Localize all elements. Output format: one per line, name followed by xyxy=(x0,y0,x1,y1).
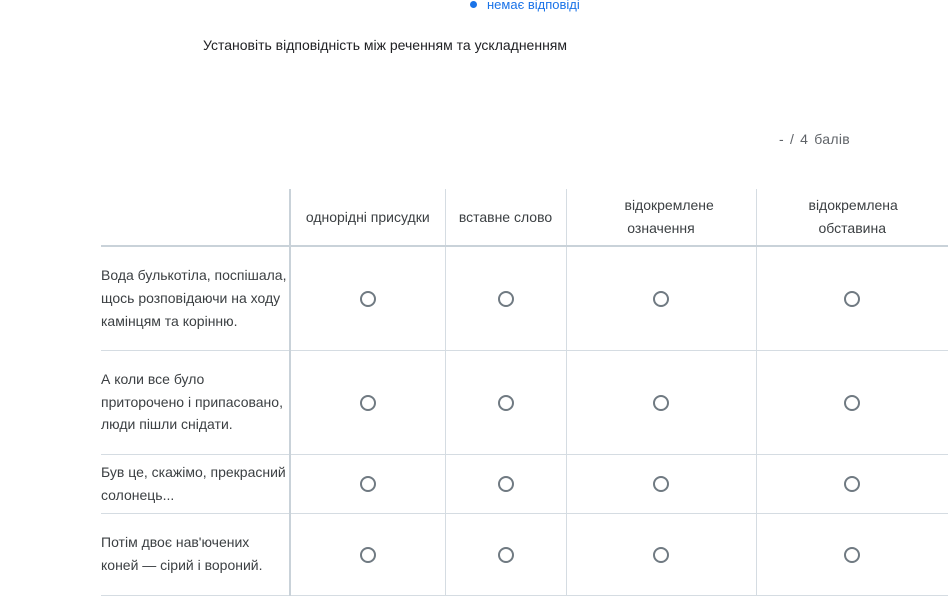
column-header: однорідні присудки xyxy=(290,189,445,246)
radio-button[interactable] xyxy=(360,395,376,411)
column-header: вставне слово xyxy=(445,189,566,246)
radio-cell xyxy=(445,454,566,513)
radio-button[interactable] xyxy=(844,291,860,307)
radio-button[interactable] xyxy=(498,547,514,563)
radio-cell xyxy=(290,513,445,595)
grid-row xyxy=(101,513,948,595)
row-label: Потім двоє нав'ючених коней — сірий і вороний. xyxy=(101,513,290,595)
score-indicator xyxy=(779,131,850,147)
score-separator: / xyxy=(789,131,795,147)
radio-cell xyxy=(290,350,445,454)
radio-cell xyxy=(756,454,948,513)
radio-button[interactable] xyxy=(498,291,514,307)
radio-cell xyxy=(566,350,756,454)
score-max: 4 xyxy=(800,131,809,147)
radio-button[interactable] xyxy=(360,291,376,307)
radio-button[interactable] xyxy=(844,476,860,492)
row-label: Вода булькотіла, поспішала, щось розповідаючи на ходу камінцям та корінню. xyxy=(101,246,290,350)
grid-header-row xyxy=(101,189,948,246)
radio-button[interactable] xyxy=(360,547,376,563)
legend-no-answer xyxy=(470,0,580,12)
grid-row xyxy=(101,454,948,513)
radio-cell xyxy=(445,350,566,454)
radio-cell xyxy=(566,246,756,350)
radio-button[interactable] xyxy=(653,395,669,411)
column-header: відокремлена обставина xyxy=(756,189,948,246)
row-label: Був це, скажімо, прекрасний солонець... xyxy=(101,454,290,513)
radio-button[interactable] xyxy=(653,291,669,307)
radio-cell xyxy=(290,454,445,513)
radio-cell xyxy=(756,513,948,595)
radio-button[interactable] xyxy=(844,395,860,411)
radio-cell xyxy=(566,454,756,513)
radio-cell xyxy=(756,246,948,350)
grid-row xyxy=(101,246,948,350)
question-text: Установіть відповідність між реченням та ускладненням xyxy=(203,37,567,53)
radio-cell xyxy=(756,350,948,454)
radio-button[interactable] xyxy=(498,476,514,492)
radio-cell xyxy=(290,246,445,350)
grid-row xyxy=(101,350,948,454)
radio-cell xyxy=(445,246,566,350)
radio-cell xyxy=(566,513,756,595)
matching-grid xyxy=(101,189,948,596)
radio-button[interactable] xyxy=(653,547,669,563)
column-header: відокремлене означення xyxy=(566,189,756,246)
grid-corner xyxy=(101,189,290,246)
radio-button[interactable] xyxy=(653,476,669,492)
radio-button[interactable] xyxy=(844,547,860,563)
radio-button[interactable] xyxy=(360,476,376,492)
score-value: - xyxy=(779,131,784,147)
radio-cell xyxy=(445,513,566,595)
score-unit: балів xyxy=(814,131,850,147)
radio-button[interactable] xyxy=(498,395,514,411)
legend-label: немає відповіді xyxy=(487,0,580,12)
legend-dot-icon xyxy=(470,1,477,8)
row-label: А коли все було приторочено і припасовано, люди пішли снідати. xyxy=(101,350,290,454)
